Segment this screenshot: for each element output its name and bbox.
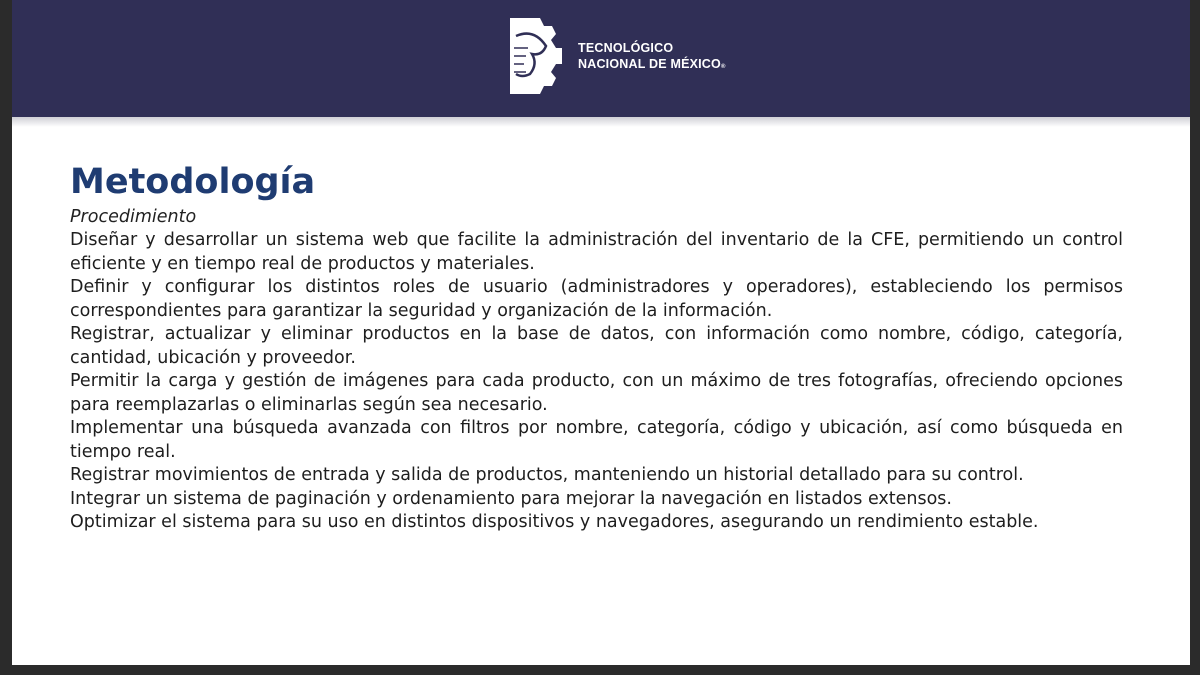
paragraph: Integrar un sistema de paginación y ordenamiento para mejorar la navegación en listados extensos.	[70, 488, 952, 509]
slide-title: Metodología	[70, 162, 316, 202]
paragraph: Permitir la carga y gestión de imágenes para cada producto, con un máximo de tres fotografías, ofreciendo opciones para reemplazarlas o eliminarlas según sea necesario.	[70, 371, 1123, 415]
tecnm-logo	[502, 14, 726, 100]
slide-content	[70, 160, 1123, 535]
brand-line-2: NACIONAL DE MÉXICO	[578, 56, 721, 71]
registered-mark: ®	[720, 63, 726, 70]
paragraph: Implementar una búsqueda avanzada con filtros por nombre, categoría, código y ubicación, así como búsqueda en tiempo real.	[70, 418, 1123, 462]
paragraph: Registrar, actualizar y eliminar productos en la base de datos, con información como nombre, código, categoría, cantidad, ubicación y proveedor.	[70, 324, 1123, 368]
paragraph: Registrar movimientos de entrada y salida de productos, manteniendo un historial detallado para su control.	[70, 465, 1024, 485]
paragraph: Diseñar y desarrollar un sistema web que facilite la administración del inventario de la CFE, permitiendo un control eficiente y en tiempo real de productos y materiales.	[70, 230, 1123, 274]
paragraph: Definir y configurar los distintos roles de usuario (administradores y operadores), estableciendo los permisos correspondientes para garantizar la seguridad y organización de la información.	[70, 277, 1123, 321]
brand-line-1: TECNOLÓGICO	[578, 40, 674, 55]
paragraph: Optimizar el sistema para su uso en distintos dispositivos y navegadores, asegurando un rendimiento estable.	[70, 512, 1039, 532]
slide-subtitle: Procedimiento	[70, 207, 197, 227]
slide-header	[12, 0, 1190, 117]
gear-eagle-icon	[502, 14, 564, 100]
slide	[12, 0, 1190, 665]
